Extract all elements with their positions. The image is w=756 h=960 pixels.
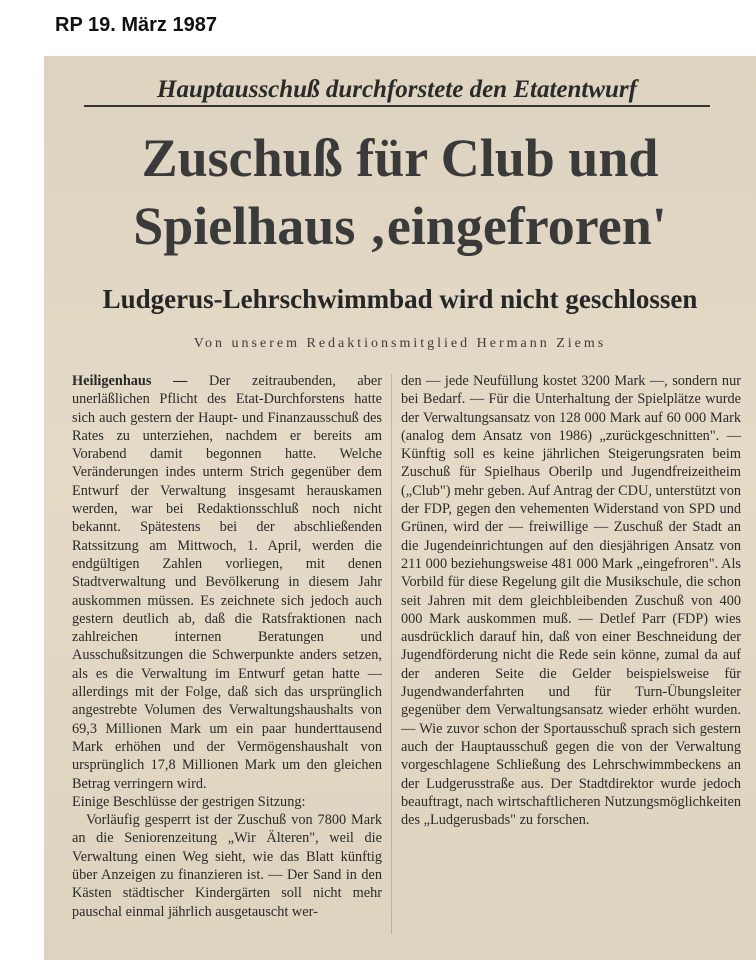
- paragraph: Einige Beschlüsse der gestrigen Sitzung:: [72, 793, 306, 810]
- article-column-2: [401, 372, 741, 829]
- article-headline: [44, 124, 756, 260]
- newspaper-clipping: [44, 56, 756, 960]
- paragraph: den — jede Neufüllung kostet 3200 Mark —, sondern nur bei Bedarf. — Für die Unterhaltung der Spielplätze wurde der Verwaltungsansatz von 128 000 Mark auf 60 000 Mark (analog dem Ansatz von 1986) „zurückgeschnitten". — Künftig soll es keine jährlichen Steigerungsraten beim Zuschuß für Spielhaus Oberilp und Jugendfreizeitheim („Club") mehr geben. Auf Antrag der CDU, unterstützt von der FDP, gegen den vehementen Widerstand von SPD und Grünen, wird der — freiwillige — Zuschuß der Stadt an die Jugendeinrichtungen auf den diesjährigen Ansatz von 211 000 beziehungsweise 481 000 Mark „eingefroren". Als Vorbild für diese Regelung gilt die Musikschule, die schon seit Jahren mit dem gleichbleibenden Zuschuß von 400 000 Mark auskommen muß. — Detlef Parr (FDP) wies ausdrücklich darauf hin, daß von einer Beschneidung der Jugendförderung nicht die Rede sein könne, zumal da auf der anderen Seite die Gelder beispielsweise für Jugendwanderfahrten und für Turn-Übungsleiter gegenüber dem Verwaltungsansatz wieder erhöht wurden. — Wie zuvor schon der Sportausschuß sprach sich gestern auch der Hauptausschuß gegen die von der Verwaltung vorgeschlagene Schließung des Lehrschwimmbeckens an der Ludgerusstraße aus. Der Stadtdirektor wurde jedoch beauftragt, nach wirtschaftlicheren Nutzungsmöglichkeiten des „Ludgerusbads" zu forschen.: [401, 373, 741, 829]
- headline-line-1: Zuschuß für Club und: [141, 128, 659, 188]
- source-date-label: RP 19. März 1987: [55, 14, 217, 36]
- article-kicker: Hauptausschuß durchforstete den Etatentwurf: [84, 76, 710, 107]
- article-byline: Von unserem Redaktionsmitglied Hermann Ziems: [193, 336, 607, 351]
- paragraph-text: Der zeitraubenden, aber unerläßlichen Pflicht des Etat-Durchforstens hatte sich auch gestern der Haupt- und Finanzausschuß des Rates zu unterziehen, nachdem er bereits am Vorabend damit begonnen hatte. Welche Veränderungen indes unterm Strich gegenüber dem Entwurf der Verwaltung insgesamt herauskamen werden, war bei Redaktionsschluß noch nicht bekannt. Spätestens bei der abschließenden Ratssitzung am Mittwoch, 1. April, werden die endgültigen Zahlen vorliegen, mit denen Stadtverwaltung und Bevölkerung in diesem Jahr auskommen müssen. Es zeichnete sich jedoch auch gestern deutlich ab, daß die Ratsfraktionen nach zahlreichen internen Beratungen und Ausschußsitzungen die Schwerpunkte anders setzen, als es die Verwaltung im Entwurf getan hatte — allerdings mit der Folge, daß sich das ursprünglich angestrebte Volumen des Verwaltungshaushalts von 69,3 Millionen Mark um ein paar hunderttausend Mark erhöhen und der Vermögenshaushalt von ursprünglich 17,8 Millionen Mark um den gleichen Betrag verringern wird.: [72, 373, 382, 792]
- dateline: Heiligenhaus —: [72, 373, 188, 389]
- article-subheadline: Ludgerus-Lehrschwimmbad wird nicht geschlossen: [102, 284, 698, 314]
- paragraph: [72, 372, 382, 793]
- headline-line-2: Spielhaus ‚eingefroren': [133, 196, 667, 256]
- column-divider: [391, 374, 392, 934]
- article-column-1: [72, 372, 382, 921]
- paragraph: Vorläufig gesperrt ist der Zuschuß von 7800 Mark an die Seniorenzeitung „Wir Älteren", weil die Verwaltung einen Weg sieht, wie das Blatt künftig über Anzeigen zu finanzieren ist. — Der Sand in den Kästen städtischer Kindergärten soll nicht mehr pauschal einmal jährlich ausgetauscht wer-: [72, 812, 382, 920]
